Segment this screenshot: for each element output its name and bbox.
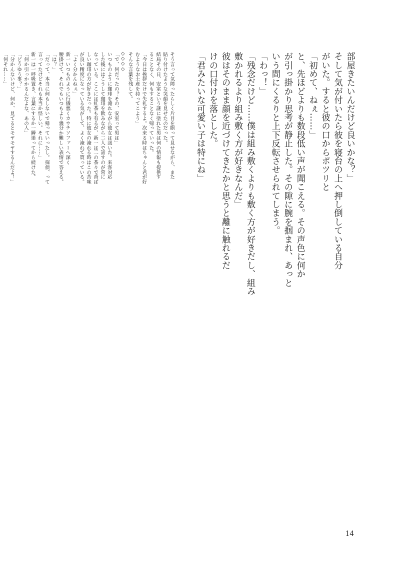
- lower-text-block: [2, 52, 174, 522]
- text-line: なっている。ここには紅茶も有るが、新一は二の茶々で香ば: [92, 52, 98, 185]
- text-line: 「君みたいな可愛い子は特にね」: [195, 52, 206, 183]
- text-line: 「今日は挨拶だけで失礼するよ。次来る時はちゃんと君が好: [141, 52, 147, 185]
- text-line: がいた。すると彼の口からポツリと: [320, 52, 331, 192]
- upper-text-block: [188, 52, 356, 522]
- text-line: 「よく分かんねぇ」: [71, 52, 77, 97]
- text-line: むようなお土産を持ってこよう」: [134, 52, 140, 126]
- text-line: 「どうゆう事？」: [16, 52, 22, 92]
- text-line: 「残念だけど……僕は組み敷くよりも敷く方が好きだし、組み: [245, 52, 256, 296]
- text-line: 敷かれるより組み敷く方が好きなんだ」: [232, 52, 243, 209]
- text-line: 「何それ……」: [2, 52, 8, 87]
- text-line: けの口付けを落とした。: [207, 52, 218, 148]
- text-line: 彼はそのまま顔を近づけてきたかと思うと離に触れるだ: [220, 52, 231, 270]
- text-line: 言ってたけどそれも本当か怪しい。それに……」: [36, 52, 42, 160]
- text-line: 結局その日、安室という謎に塗れた男は何の情報も提供す: [155, 52, 161, 180]
- text-line: 「は？」: [50, 52, 56, 72]
- text-line: 部屋きたいんだけど良いかな？」: [345, 52, 355, 183]
- text-line: 「分かんないけど、何か、見てるとモヤモヤするんだよ！」: [9, 52, 15, 185]
- text-line: いつものように珈琲を淹れながら彼女は訊いた。来客対応: [106, 52, 112, 180]
- text-line: 「何か引っかかるんだよな、あの人」: [22, 52, 28, 136]
- text-line: 「だって、本当に何もしないで帰っていったし。探偵、って: [43, 52, 49, 185]
- text-line: 「わっ！」: [257, 52, 268, 96]
- text-line: した後にはこうして珈琲を飲みながら二人で話すのが常に: [99, 52, 105, 180]
- text-line: ることなく、何もすることなく帰っていった。: [148, 52, 154, 155]
- text-line: しい珈琲の方が好きだった。特に彼女の淹れる時はこの苦味: [85, 52, 91, 185]
- page-number: 14: [345, 529, 354, 538]
- text-line: 新一いつものように行儀悪くカウチソファーへ深く: [64, 52, 70, 165]
- text-line: いう間にくるりと上下反転させられてしまう。: [270, 52, 281, 235]
- text-line: そう言って気障ったらしく片目を瞑って見せながら、また: [169, 52, 174, 180]
- text-line: 貼り付けたような笑顔を見せたのだった。: [162, 52, 168, 146]
- text-line: 新一は一呼吸置き、言葉にするか一瞬迷ってから続けた。: [29, 52, 35, 180]
- text-line: 「で、何だったの？その、安室って男は」: [113, 52, 119, 146]
- text-line: 「初めて、ねぇ……」: [307, 52, 318, 139]
- text-line: が引っ掛かり思考が静止した。その隙に腕を掴まれ、あっと: [282, 52, 293, 287]
- text-line: そして気が付いたら彼を寝台の上へ押し倒している自分: [332, 52, 343, 270]
- text-line: 腰掛けて、それでもいつもより幾分か難しい表情で答える。: [57, 52, 63, 185]
- text-line: が良い精度になっている気がして、よく淹れて貰っている。: [78, 52, 84, 185]
- text-line: そんな言葉を残して。: [127, 52, 133, 101]
- text-line: と、先ほどよりも数段低い声が聞こえる。その声色に何か: [295, 52, 306, 279]
- section-break: ◇◇◇◇: [120, 52, 126, 73]
